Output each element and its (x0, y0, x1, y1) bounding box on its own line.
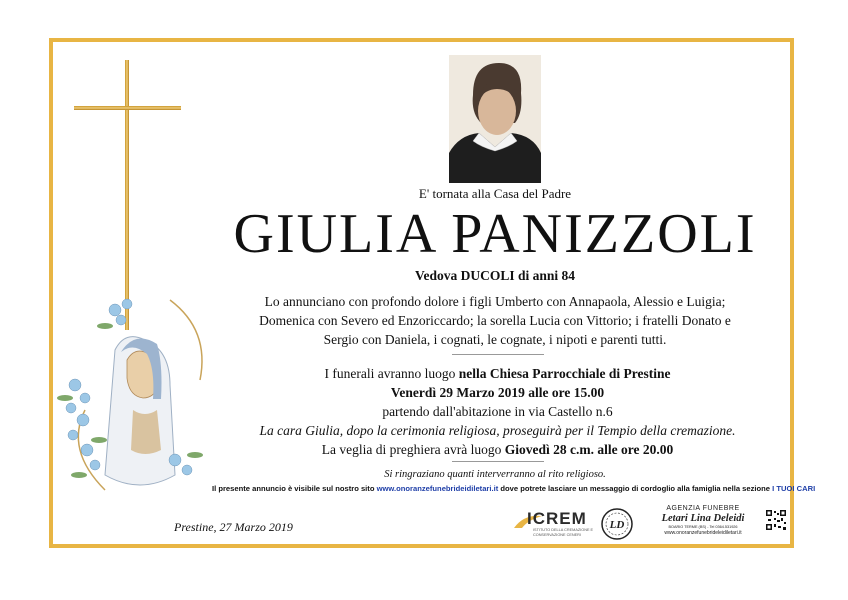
announcement (215, 292, 775, 349)
agency-block (643, 505, 763, 536)
vigil-prefix: La veglia di preghiera avrà luogo (321, 442, 502, 457)
funeral-details (200, 364, 795, 459)
agency-address: BOARIO TERME (BS) - Tel 0364.531926 (668, 525, 738, 529)
deceased-name: GIULIA PANIZZOLI (233, 203, 757, 265)
agency-name: Letari Lina Deleidi (661, 513, 745, 524)
qr-code-icon[interactable] (765, 509, 787, 531)
cross-icon-bar (74, 106, 181, 110)
agency-label: AGENZIA FUNEBRE (666, 505, 740, 512)
funeral-departure: partendo dall'abitazione in via Castello n.6 (382, 404, 613, 419)
cremation-note: La cara Giulia, dopo la cerimonia religiosa, proseguirà per il Tempio della cremazione. (259, 423, 736, 438)
website-notice (212, 484, 816, 493)
announcement-line: Lo annunciano con profondo dolore i figli Umberto con Annapaola, Alessio e Luigia; (264, 294, 726, 309)
funeral-prefix: I funerali avranno luogo (324, 366, 456, 381)
agency-site[interactable]: www.onoranzefunebrideleidiletari.it (664, 530, 742, 536)
vigil-time: Giovedì 28 c.m. alle ore 20.00 (504, 442, 674, 457)
emblem-initials: LD (609, 519, 625, 531)
agency-emblem-icon (600, 507, 634, 541)
funeral-place-line (200, 364, 795, 383)
vigil-line (200, 440, 795, 459)
place-date: Prestine, 27 Marzo 2019 (174, 520, 293, 534)
widow-line: Vedova DUCOLI di anni 84 (414, 268, 576, 283)
announcement-line: Domenica con Severo ed Enzoriccardo; la sorella Lucia con Vittorio; i fratelli Donato e (259, 313, 731, 328)
thanks-line: Si ringraziano quanti interverranno al rito religioso. (384, 469, 606, 480)
notice-section-link[interactable]: I TUOI CARI (772, 484, 816, 493)
divider (452, 461, 544, 462)
deceased-photo (449, 55, 541, 183)
icrem-logo: ICREM (527, 509, 587, 528)
divider (452, 354, 544, 355)
funeral-church: nella Chiesa Parrocchiale di Prestine (458, 366, 671, 381)
funeral-date-time: Venerdì 29 Marzo 2019 alle ore 15.00 (390, 385, 605, 400)
notice-site-link[interactable]: www.onoranzefunebrideidiletari.it (376, 484, 499, 493)
intro-line: E' tornata alla Casa del Padre (418, 186, 572, 201)
notice-prefix: Il presente annuncio è visibile sul nostro sito (212, 484, 375, 493)
announcement-line: Sergio con Daniela, i cognati, le cognate, i nipoti e parenti tutti. (323, 332, 667, 347)
notice-middle: dove potrete lasciare un messaggio di cordoglio alla famiglia nella sezione (500, 484, 771, 493)
icrem-subtitle: ISTITUTO DELLA CREMAZIONE E CONSERVAZIONE CENERI (533, 528, 594, 537)
